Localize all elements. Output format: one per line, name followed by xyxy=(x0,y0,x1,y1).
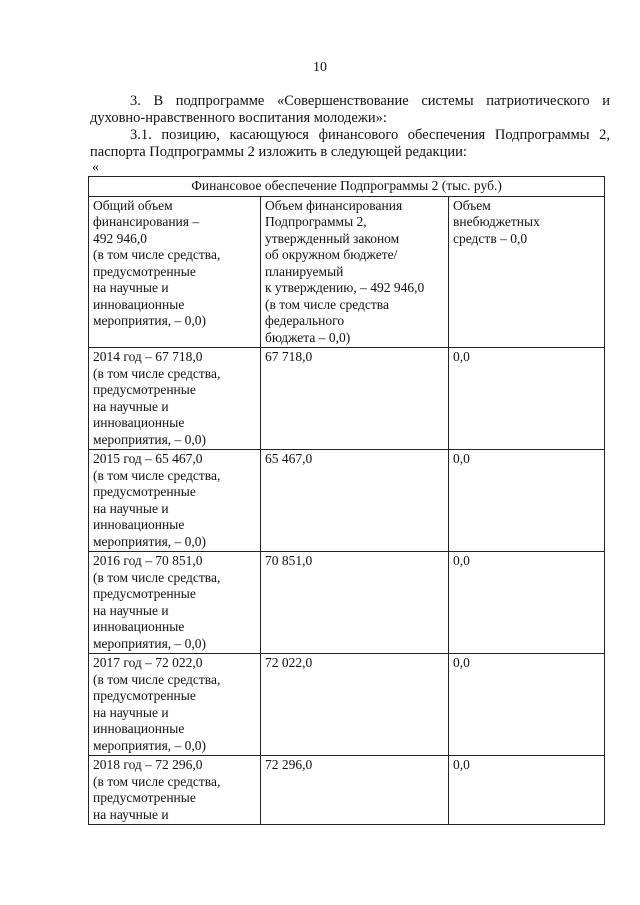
cell-line: 2018 год – 72 296,0 xyxy=(93,757,203,772)
cell-line: на научные и xyxy=(93,602,169,618)
cell-line: (в том числе средства, xyxy=(93,671,221,687)
header-budget-financing xyxy=(261,196,449,348)
extrabudget-cell: 0,0 xyxy=(449,552,605,654)
cell-line: средств – 0,0 xyxy=(453,230,528,246)
year-cell xyxy=(89,756,261,825)
cell-line: утвержденный законом xyxy=(265,230,400,246)
cell-line: планируемый xyxy=(265,263,344,279)
cell-line: мероприятия, – 0,0) xyxy=(93,737,207,753)
cell-line: на научные и xyxy=(93,704,169,720)
table-row xyxy=(89,348,605,450)
cell-line: бюджета – 0,0) xyxy=(265,329,351,345)
extrabudget-cell: 0,0 xyxy=(449,348,605,450)
cell-line: Общий объем xyxy=(93,197,173,213)
paragraph-subprogram-title: 3. В подпрограмме «Совершенствование системы патриотического и духовно-нравственного воспитания молодежи»: xyxy=(90,93,610,126)
cell-line: на научные и xyxy=(93,500,169,516)
cell-line: инновационные xyxy=(93,296,185,312)
cell-line: инновационные xyxy=(93,721,185,736)
cell-line: (в том числе средства, xyxy=(93,773,221,789)
table-row xyxy=(89,552,605,654)
cell-line: 2016 год – 70 851,0 xyxy=(93,553,203,568)
table-row xyxy=(89,654,605,756)
cell-line: инновационные xyxy=(93,517,185,532)
year-cell xyxy=(89,450,261,552)
page-number: 10 xyxy=(313,60,327,75)
cell-line: предусмотренные xyxy=(93,263,196,279)
cell-line: (в том числе средства, xyxy=(93,467,221,483)
table-row xyxy=(89,756,605,825)
cell-line: мероприятия, – 0,0) xyxy=(93,533,207,549)
cell-line: Подпрограммы 2, xyxy=(265,214,367,229)
header-total-financing xyxy=(89,196,261,348)
cell-line: (в том числе средства, xyxy=(93,247,221,262)
cell-line: финансирования – xyxy=(93,214,200,229)
year-cell xyxy=(89,552,261,654)
table-caption: Финансовое обеспечение Подпрограммы 2 (тыс. руб.) xyxy=(89,177,605,197)
cell-line: предусмотренные xyxy=(93,790,196,805)
budget-cell: 67 718,0 xyxy=(261,348,449,450)
cell-line: Объем xyxy=(453,197,491,213)
table-row xyxy=(89,450,605,552)
cell-line: (в том числе средства, xyxy=(93,365,221,381)
cell-line: об окружном бюджете/ xyxy=(265,247,398,262)
header-extrabudget-financing xyxy=(449,196,605,348)
budget-cell: 70 851,0 xyxy=(261,552,449,654)
cell-line: предусмотренные xyxy=(93,484,196,499)
year-cell xyxy=(89,654,261,756)
cell-line: 2017 год – 72 022,0 xyxy=(93,655,203,670)
cell-line: Объем финансирования xyxy=(265,197,403,213)
cell-line: мероприятия, – 0,0) xyxy=(93,431,207,447)
cell-line: (в том числе средства xyxy=(265,296,389,312)
cell-line: 2015 год – 65 467,0 xyxy=(93,451,203,466)
cell-line: к утверждению, – 492 946,0 xyxy=(265,280,425,295)
cell-line: на научные и xyxy=(93,398,169,414)
opening-quote: « xyxy=(92,160,99,175)
cell-line: внебюджетных xyxy=(453,214,540,229)
cell-line: предусмотренные xyxy=(93,586,196,601)
cell-line: на научные и xyxy=(93,806,169,822)
cell-line: (в том числе средства, xyxy=(93,569,221,585)
cell-line: мероприятия, – 0,0) xyxy=(93,635,207,651)
cell-line: предусмотренные xyxy=(93,688,196,703)
cell-line: мероприятия, – 0,0) xyxy=(93,313,207,328)
budget-cell: 65 467,0 xyxy=(261,450,449,552)
extrabudget-cell: 0,0 xyxy=(449,654,605,756)
budget-cell: 72 296,0 xyxy=(261,756,449,825)
cell-line: на научные и xyxy=(93,280,169,295)
table-header-row xyxy=(89,196,605,348)
cell-line: 492 946,0 xyxy=(93,230,147,246)
extrabudget-cell: 0,0 xyxy=(449,450,605,552)
extrabudget-cell: 0,0 xyxy=(449,756,605,825)
cell-line: инновационные xyxy=(93,415,185,430)
budget-cell: 72 022,0 xyxy=(261,654,449,756)
cell-line: предусмотренные xyxy=(93,382,196,397)
year-cell xyxy=(89,348,261,450)
cell-line: 2014 год – 67 718,0 xyxy=(93,349,203,364)
paragraph-position-change: 3.1. позицию, касающуюся финансового обеспечения Подпрограммы 2, паспорта Подпрограммы 2 изложить в следующей редакции: xyxy=(90,127,610,160)
financing-table xyxy=(88,176,605,825)
cell-line: инновационные xyxy=(93,619,185,634)
cell-line: федерального xyxy=(265,313,345,328)
